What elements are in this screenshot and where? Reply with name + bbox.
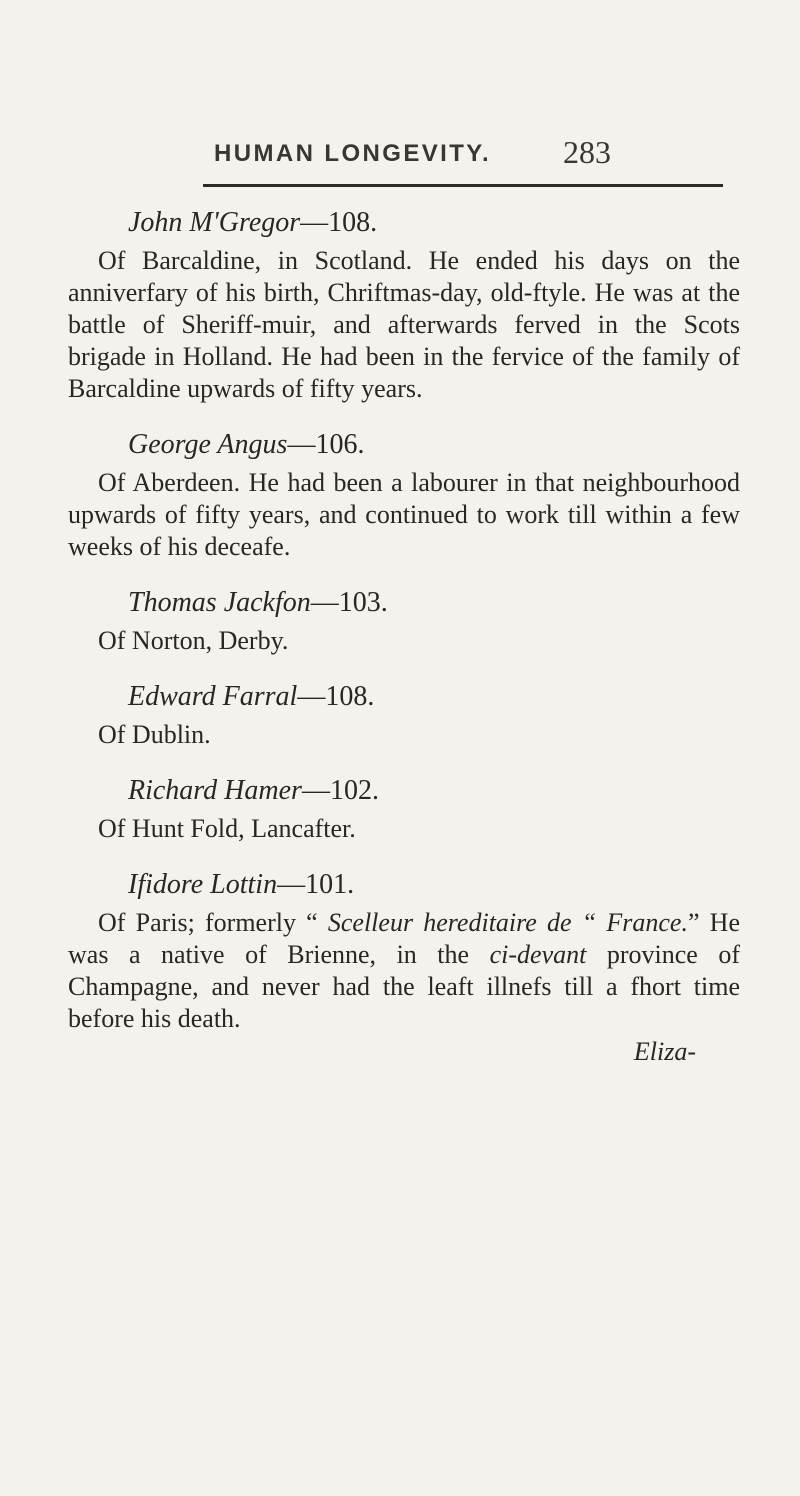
entry-text-rest: province of Champagne, and never had the leaft illnefs till a fhort time before his death. [68, 940, 741, 1033]
ci-devant-phrase: ci-devant [489, 940, 587, 969]
running-title: HUMAN LONGEVITY. [214, 140, 492, 167]
spacer [68, 563, 740, 585]
entry-name: Ifidore Lottin [128, 869, 278, 900]
entry [68, 773, 740, 845]
entry-heading [68, 427, 740, 463]
entry-age: —102. [301, 775, 379, 806]
page-header [214, 134, 714, 180]
entry-name: George Angus [128, 429, 288, 460]
entry [68, 867, 740, 1035]
entry-age: —106. [287, 429, 365, 460]
entry-text: Of Dublin. [98, 720, 211, 749]
entry-heading [68, 679, 740, 715]
catchword: Eliza- [633, 1037, 696, 1066]
entry-name: John M'Gregor [128, 207, 301, 238]
spacer [68, 845, 740, 867]
entry-age: —101. [277, 869, 355, 900]
entry-text-middle: ” He was a native of Brienne, in the [68, 908, 740, 969]
header-rule [203, 184, 723, 187]
entry-age: —103. [310, 587, 388, 618]
entry [68, 427, 740, 563]
entry [68, 679, 740, 751]
entry-text-lead: Of Paris; formerly “ [98, 908, 328, 937]
entry-text: Of Barcaldine, in Scotland. He ended his days on the anniverfary of his birth, Chriftmas-day, old-ftyle. He was at the battle of Sheriff-muir, and afterwards ferved in the Scots brigade in Holland. He had been in the fervice of the family of Barcaldine upwards of fifty years. [68, 246, 740, 403]
entry-heading [68, 585, 740, 621]
spacer [68, 405, 740, 427]
entry-heading [68, 205, 740, 241]
entry-text: Of Aberdeen. He had been a labourer in that neighbourhood upwards of fifty years, and continued to work till within a few weeks of his deceafe. [68, 468, 740, 561]
spacer [68, 657, 740, 679]
entry-age: —108. [297, 681, 375, 712]
entry [68, 585, 740, 657]
page-number: 283 [563, 134, 611, 170]
entry-age: —108. [300, 207, 378, 238]
entry-name: Richard Hamer [128, 775, 302, 806]
entry [68, 205, 740, 405]
french-title-quote: Scelleur hereditaire de “ France. [327, 908, 688, 937]
spacer [68, 751, 740, 773]
entry-heading [68, 867, 740, 903]
longevity-entries [68, 205, 740, 1067]
entry-text: Of Hunt Fold, Lancafter. [98, 814, 356, 843]
entry-text [68, 907, 740, 1035]
entry-name: Edward Farral [128, 681, 298, 712]
entry-name: Thomas Jackfon [128, 587, 311, 618]
entry-text: Of Norton, Derby. [98, 626, 289, 655]
entry-heading [68, 773, 740, 809]
